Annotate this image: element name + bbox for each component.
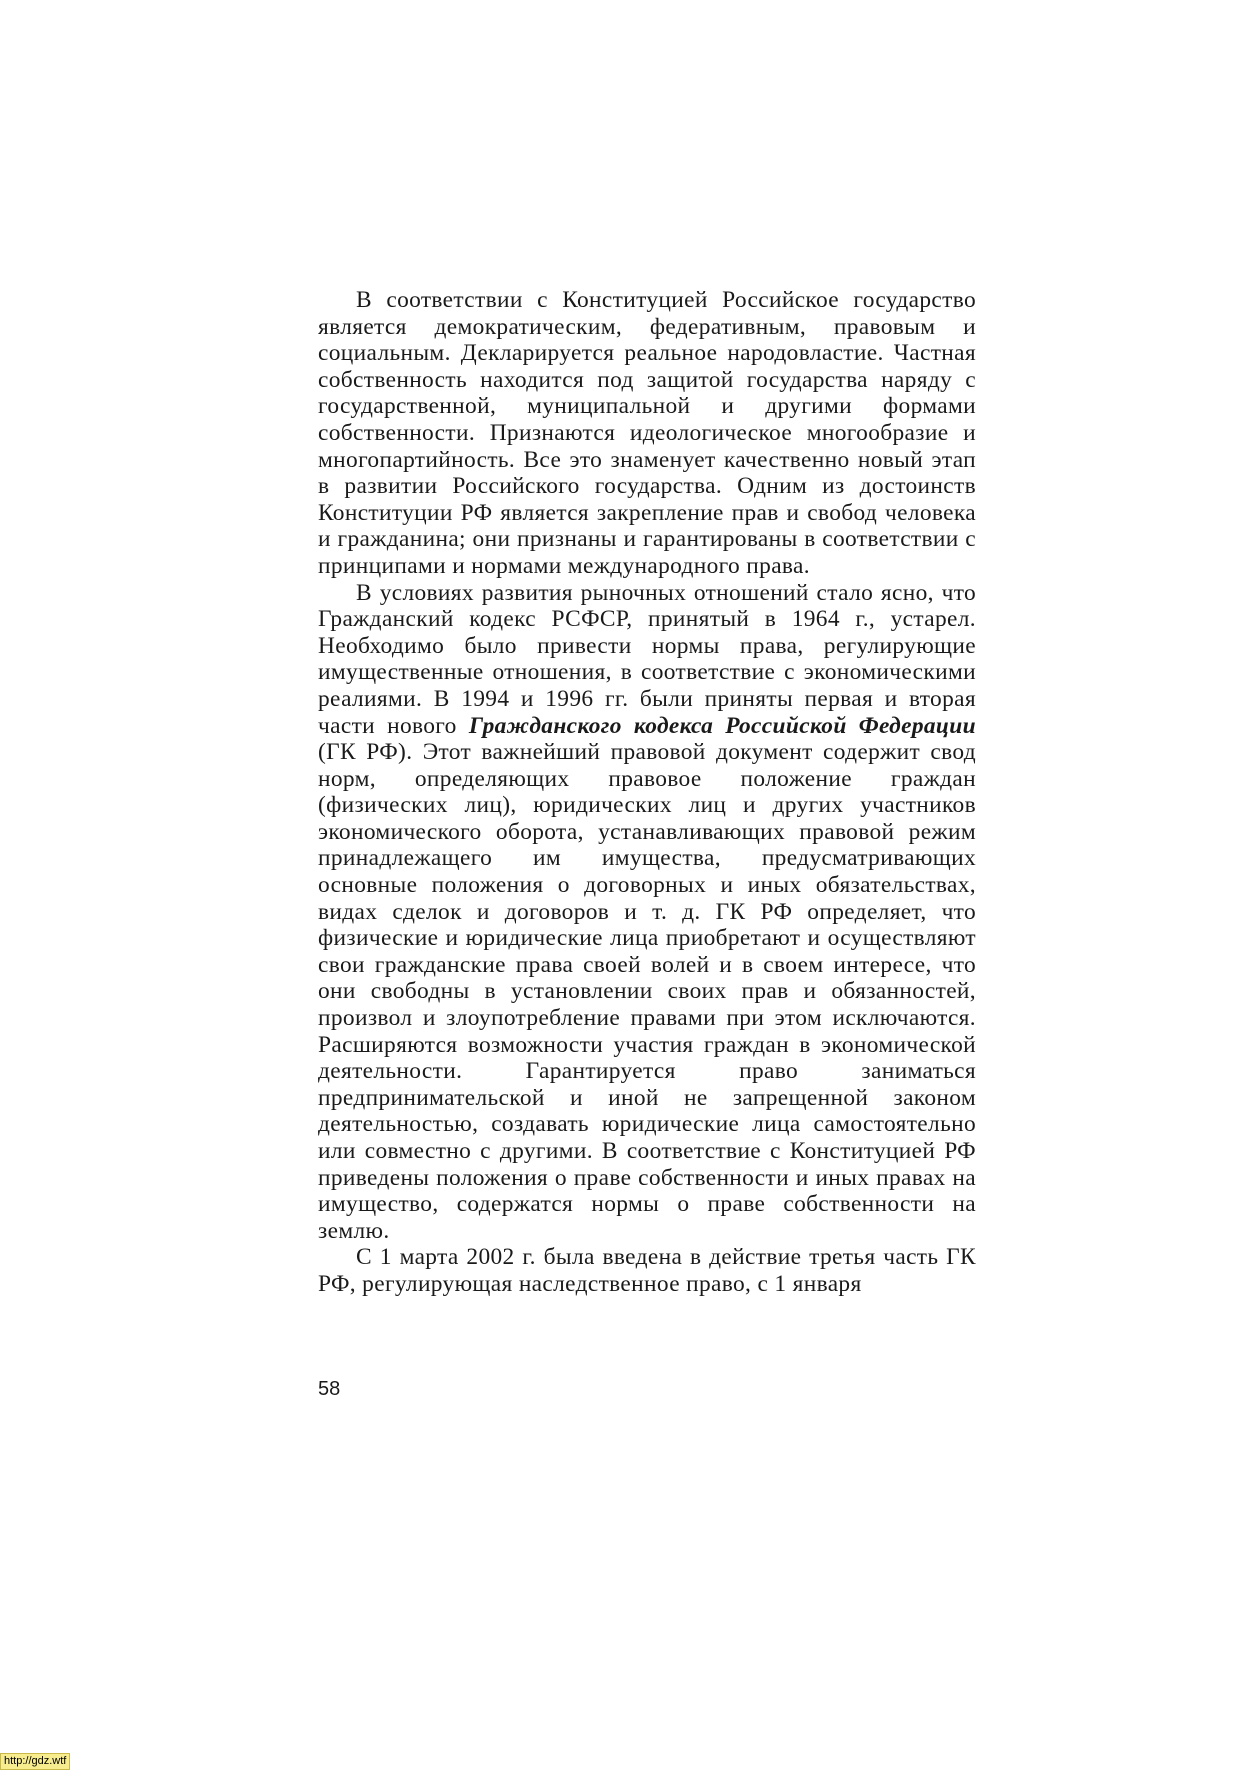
paragraph-civil-code [318,580,976,1245]
page-number: 58 [318,1378,341,1400]
paragraph-constitution: В соответствии с Конституцией Российское государство является демократическим, федеративным, правовым и социальным. Декларируется реальное народовластие. Частная собственность находится под защитой государства наряду с государственной, муниципальной и другими формами собственности. Признаются идеологическое многообразие и многопартийность. Все это знаменует качественно новый этап в развитии Российского государства. Одним из достоинств Конституции РФ является закрепление прав и свобод человека и гражданина; они признаны и гарантированы в соответствии с принципами и нормами международного права. [318,287,976,579]
paragraph-civil-code-before: В условиях развития рыночных отношений стало ясно, что Гражданский кодекс РСФСР, принятый в 1964 г., устарел. Необходимо было привести нормы права, регулирующие имущественные отношения, в соответствие с экономическими реалиями. В 1994 и 1996 гг. были приняты первая и вторая части нового [318,579,976,739]
page-text [318,287,976,1298]
watermark-link[interactable]: http://gdz.wtf [0,1753,70,1770]
civil-code-emphasis: Гражданского кодекса Российской Федерации [468,712,977,739]
paragraph-third-part: С 1 марта 2002 г. была введена в действие третья часть ГК РФ, регулирующая наследственное право, с 1 января [318,1244,976,1297]
paragraph-civil-code-after: (ГК РФ). Этот важнейший правовой документ содержит свод норм, определяющих правовое положение граждан (физических лиц), юридических лиц и других участников экономического оборота, устанавливающих правовой режим принадлежащего им имущества, предусматривающих основные положения о договорных и иных обязательствах, видах сделок и договоров и т. д. ГК РФ определяет, что физические и юридические лица приобретают и осуществляют свои гражданские права своей волей и в своем интересе, что они свободны в установлении своих прав и обязанностей, произвол и злоупотребление правами при этом исключаются. Расширяются возможности участия граждан в экономической деятельности. Гарантируется право заниматься предпринимательской и иной не запрещенной законом деятельностью, создавать юридические лица самостоятельно или совместно с другими. В соответствие с Конституцией РФ приведены положения о праве собственности и иных правах на имущество, содержатся нормы о праве собственности на землю. [318,739,976,1244]
